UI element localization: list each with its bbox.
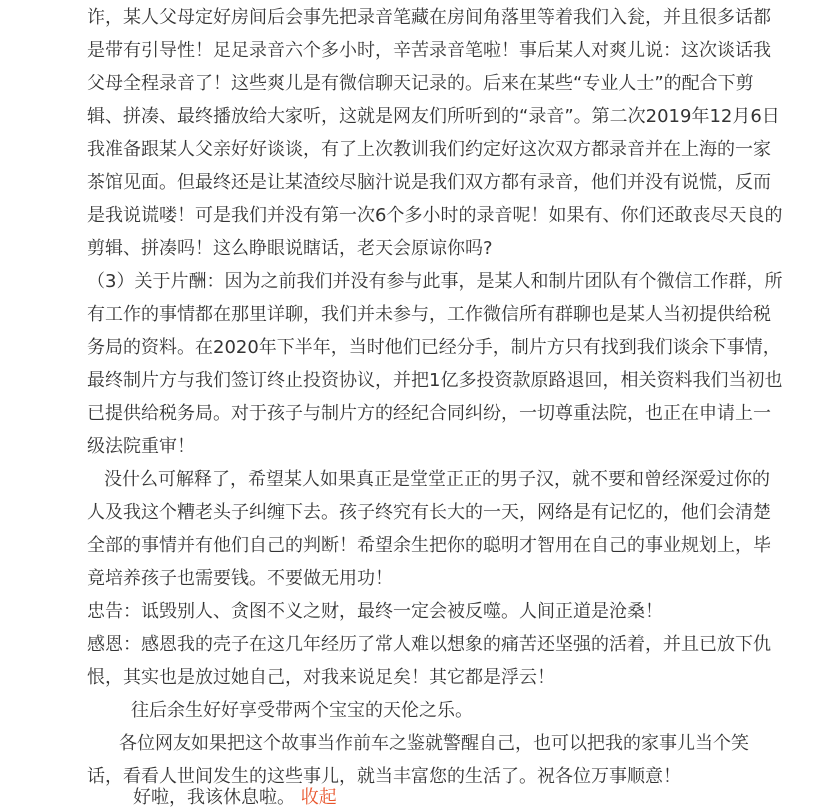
article-line: 往后余生好好享受带两个宝宝的天伦之乐。 xyxy=(131,700,473,721)
article-line: 茶馆见面。但最终还是让某渣绞尽脑汁说是我们双方都有录音，他们并没有说慌，反而 xyxy=(87,172,771,193)
article-line: 感恩：感恩我的壳子在这几年经历了常人难以想象的痛苦还坚强的活着，并且已放下仇 xyxy=(87,634,771,655)
article-line: 已提供给税务局。对于孩子与制片方的经纪合同纠纷，一切尊重法院，也正在申请上一 xyxy=(87,403,771,424)
article-last-line xyxy=(133,786,337,810)
article-line: 是带有引导性！足足录音六个多小时，辛苦录音笔啦！事后某人对爽儿说：这次谈话我 xyxy=(87,40,771,61)
article-line: 剪辑、拼凑吗！这么睁眼说瞎话，老天会原谅你吗? xyxy=(87,238,493,259)
article-line: 竟培养孩子也需要钱。不要做无用功！ xyxy=(87,568,393,589)
article-line: 是我说谎喽！可是我们并没有第一次6个多小时的录音呢！如果有、你们还敢丧尽天良的 xyxy=(87,205,783,226)
article-line: 恨，其实也是放过她自己，对我来说足矣！其它都是浮云！ xyxy=(87,667,555,688)
article-line: （3）关于片酬：因为之前我们并没有参与此事，是某人和制片团队有个微信工作群，所 xyxy=(87,271,783,292)
article-line: 各位网友如果把这个故事当作前车之鉴就警醒自己，也可以把我的家事儿当个笑 xyxy=(119,733,749,754)
article-line: 人及我这个糟老头子纠缠下去。孩子终究有长大的一天，网络是有记忆的，他们会清楚 xyxy=(87,502,771,523)
article-line: 最终制片方与我们签订终止投资协议，并把1亿多投资款原路退回，相关资料我们当初也 xyxy=(87,370,783,391)
article-line: 忠告：诋毁别人、贪图不义之财，最终一定会被反噬。人间正道是沧桑！ xyxy=(87,601,663,622)
article-line: 有工作的事情都在那里详聊，我们并未参与，工作微信所有群聊也是某人当初提供给税 xyxy=(87,304,771,325)
article-line: 父母全程录音了！这些爽儿是有微信聊天记录的。后来在某些“专业人士”的配合下剪 xyxy=(87,73,754,94)
article-line: 话，看看人世间发生的这些事儿，就当丰富您的生活了。祝各位万事顺意！ xyxy=(87,766,681,787)
article-line: 务局的资料。在2020年下半年，当时他们已经分手，制片方只有找到我们谈余下事情， xyxy=(87,337,781,358)
collapse-link[interactable]: 收起 xyxy=(300,787,337,808)
article-line: 辑、拼凑、最终播放给大家听，这就是网友们所听到的“录音”。第二次2019年12月6日 xyxy=(87,106,780,127)
article-line: 没什么可解释了，希望某人如果真正是堂堂正正的男子汉，就不要和曾经深爱过你的 xyxy=(104,469,770,490)
article-line: 诈，某人父母定好房间后会事先把录音笔藏在房间角落里等着我们入瓮，并且很多话都 xyxy=(87,7,771,28)
article-line: 级法院重审！ xyxy=(87,436,195,457)
article-line: 我准备跟某人父亲好好谈谈，有了上次教训我们约定好这次双方都录音并在上海的一家 xyxy=(87,139,771,160)
article-line-text: 好啦，我该休息啦。 xyxy=(133,787,295,808)
article-line: 全部的事情并有他们自己的判断！希望余生把你的聪明才智用在自己的事业规划上，毕 xyxy=(87,535,771,556)
